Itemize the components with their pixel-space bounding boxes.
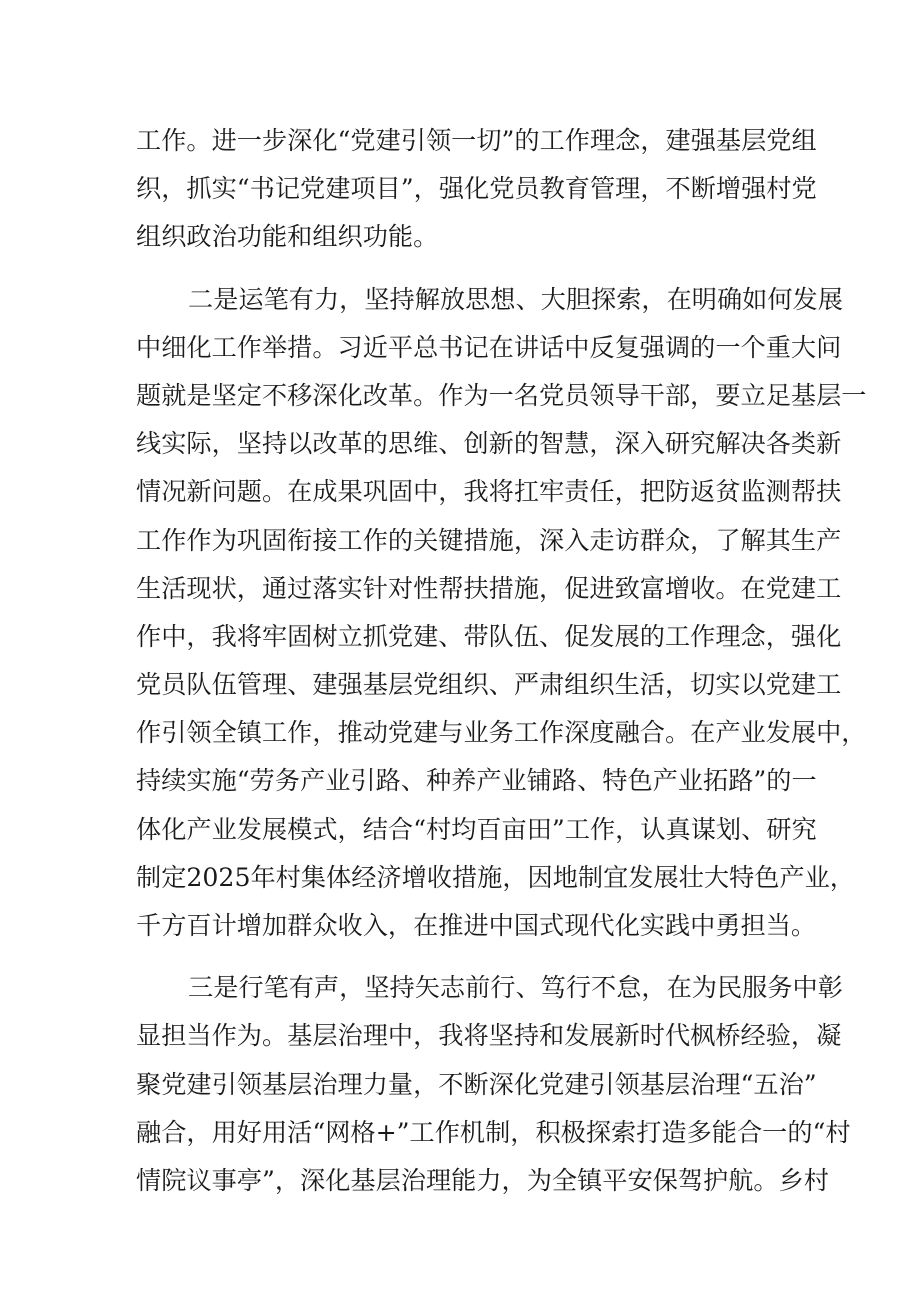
text-line: 情况新问题。在成果巩固中，我将扛牢责任，把防返贫监测帮扶 xyxy=(136,477,842,507)
paragraph-3 xyxy=(136,964,851,1205)
text-line: 显担当作为。基层治理中，我将坚持和发展新时代枫桥经验，凝 xyxy=(136,1021,842,1051)
text-line: 党员队伍管理、建强基层党组织、严肃组织生活，切实以党建工 xyxy=(136,670,842,700)
text-line: 题就是坚定不移深化改革。作为一名党员领导干部，要立足基层一 xyxy=(136,380,867,410)
text-line: 体化产业发展模式，结合“村均百亩田”工作，认真谋划、研究 xyxy=(136,814,817,844)
text-line: 线实际，坚持以改革的思维、创新的智慧，深入研究解决各类新 xyxy=(136,429,842,459)
text-line: 工作作为巩固衔接工作的关键措施，深入走访群众，了解其生产 xyxy=(136,525,842,555)
text-line: 融合，用好用活“网格+”工作机制，积极探索打造多能合一的“村 xyxy=(136,1117,851,1147)
text-line: 作引领全镇工作，推动党建与业务工作深度融合。在产业发展中， xyxy=(136,718,867,748)
text-line: 生活现状，通过落实针对性帮扶措施，促进致富增收。在党建工 xyxy=(136,573,842,603)
text-line: 三是行笔有声，坚持矢志前行、笃行不怠，在为民服务中彰 xyxy=(188,973,843,1003)
text-line: 情院议事亭”，深化基层治理能力，为全镇平安保驾护航。乡村 xyxy=(136,1165,829,1195)
document-body xyxy=(136,117,867,1205)
text-line: 组织政治功能和组织功能。 xyxy=(136,222,439,252)
text-line: 作中，我将牢固树立抓党建、带队伍、促发展的工作理念，强化 xyxy=(136,621,842,651)
paragraph-spacing xyxy=(136,262,796,276)
text-line: 织，抓实“书记党建项目”，强化党员教育管理，不断增强村党 xyxy=(136,174,817,204)
text-line: 持续实施“劳务产业引路、种养产业铺路、特色产业拓路”的一 xyxy=(136,766,817,796)
text-line: 工作。进一步深化“党建引领一切”的工作理念，建强基层党组 xyxy=(136,126,817,155)
paragraph-2 xyxy=(136,276,867,951)
text-line: 聚党建引领基层治理力量，不断深化党建引领基层治理“五治” xyxy=(136,1069,817,1099)
paragraph-spacing xyxy=(136,950,796,964)
text-line: 中细化工作举措。习近平总书记在讲话中反复强调的一个重大问 xyxy=(136,332,842,362)
text-line: 二是运笔有力，坚持解放思想、大胆探索，在明确如何发展 xyxy=(188,284,843,314)
text-line: 制定2025年村集体经济增收措施，因地制宜发展壮大特色产业， xyxy=(136,862,855,892)
text-line: 千方百计增加群众收入，在推进中国式现代化实践中勇担当。 xyxy=(136,911,817,940)
paragraph-1 xyxy=(136,117,817,262)
